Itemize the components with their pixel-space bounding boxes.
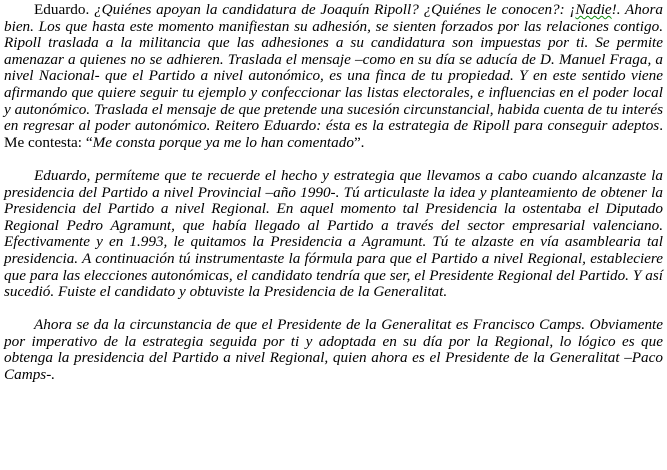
paragraph-2-run-1: Eduardo, permíteme que te recuerde el hecho y estrategia que llevamos a cabo cuando alcanzaste la presidencia del Partido a nivel Provincial –año 1990-. Tú articulaste la idea y planteamiento de obtener la Presidencia del Partido a nivel Regional. En aquel momento tal Presidencia la ostentaba el Diputado Regional Pedro Agramunt, que había llegado al Partido a través del sector empresarial valenciano. Efectivamente y en 1.993, le quitamos la Presidencia a Agramunt. Tú te alzaste en vía asamblearia tal presidencia. A continuación tú instrumentaste la fórmula para que el Partido a nivel Regional, estableciere que para las elecciones autonómicas, el candidato tendría que ser, el Presidente Regional del Partido. Y así sucedió. Fuiste el candidato y obtuviste la Presidencia de la Generalitat. bbox=[4, 166, 663, 301]
paragraph-1 bbox=[4, 2, 663, 151]
paragraph-1-run-1: Eduardo. bbox=[34, 1, 95, 18]
paragraph-3-run-1: Ahora se da la circunstancia de que el Presidente de la Generalitat es Francisco Camps. Obviamente por imperativo de la estrategia seguida por ti y adoptada en su día por la Regional, lo lógico es que obtenga la presidencia del Partido a nivel Regional, quien ahora es el Presidente de la Generalitat –Paco Camps-. bbox=[4, 316, 663, 384]
spellcheck-underlined-word: Nadie bbox=[575, 1, 612, 18]
paragraph-1-quote: Me consta porque ya me lo han comentado bbox=[92, 133, 354, 151]
paragraph-1-run-2: ¿Quiénes apoyan la candidatura de Joaquín Ripoll? ¿Quiénes le conocen?: ¡ bbox=[94, 1, 576, 18]
paragraph-3 bbox=[4, 317, 663, 383]
paragraph-1-run-4: !. Ahora bien. Los que hasta este momento manifiestan su adhesión, se sienten forzados por las relaciones contigo. Ripoll traslada a la militancia que las adhesiones a su candidatura son impuestas por ti. Se permite amenazar a quienes no se adhieren. Traslada el mensaje –como en su día se aducía de D. Manuel Fraga, a nivel Nacional- que el Partido a nivel autonómico, es una finca de tu propiedad. Y en este sentido viene afirmando que quiere seguir tu ejemplo y confeccionar las listas electorales, e influencias en el poder local y autonómico. Traslada el mensaje de que pretende una sucesión circunstancial, habida cuenta de tu interés en regresar al poder autonómico. Reitero Eduardo: ésta es la estrategia de Ripoll para conseguir adeptos bbox=[4, 1, 663, 135]
paragraph-1-run-7: ”. bbox=[353, 133, 365, 151]
paragraph-1-run-5: . Me contesta: “ bbox=[4, 117, 663, 151]
document-page bbox=[4, 2, 663, 384]
paragraph-2 bbox=[4, 168, 663, 301]
